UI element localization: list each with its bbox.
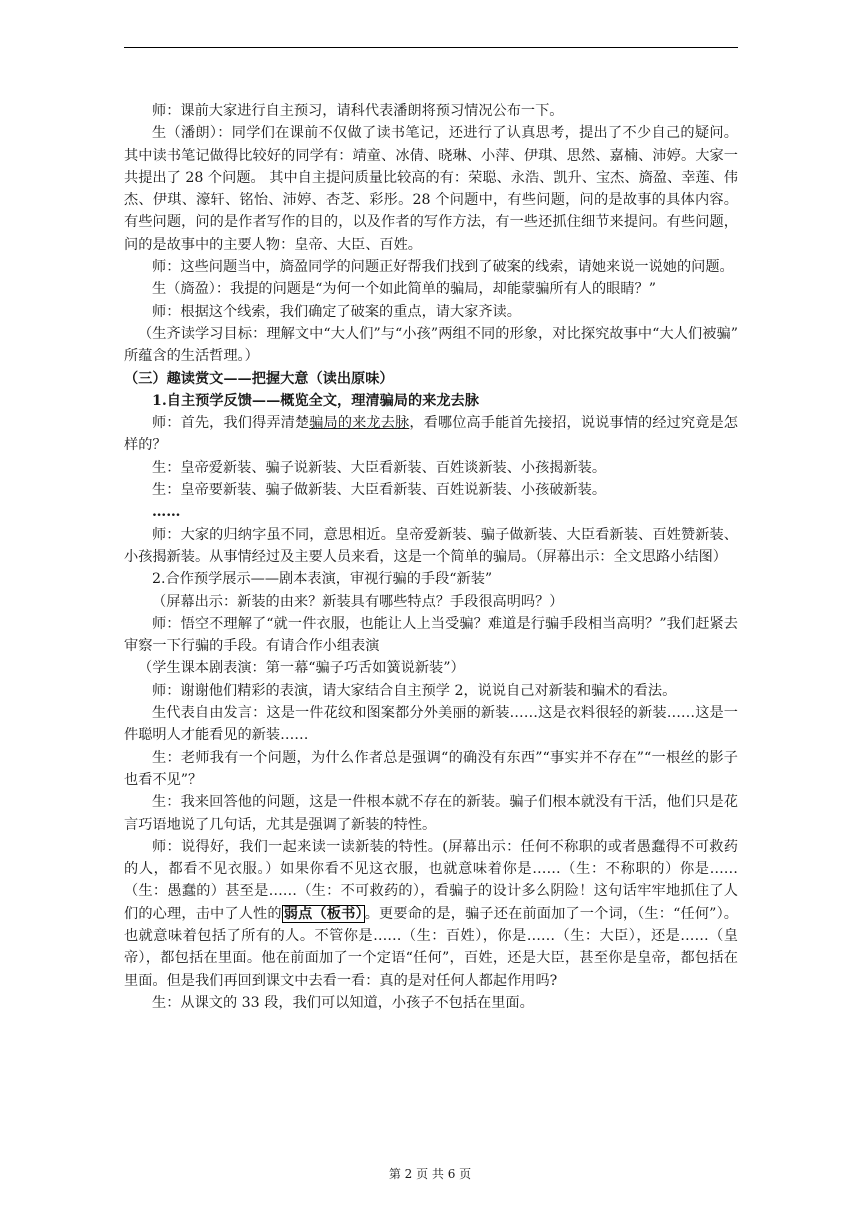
subsection-heading: 1.自主预学反馈——概览全文，理清骗局的来龙去脉 [152,392,479,409]
section-heading: （三）趣读赏文——把握大意（读出原味） [124,370,394,387]
paragraph-text: 。更要命的是，骗子还在前面加了一个词，（生：“任何”）。也就意味着包括了所有的人。不管你是……（生：百姓），你是……（生：大臣），还是……（皇帝），都包括在里面。他在前面加了一个定语“任何”，百姓，还是大臣，甚至你是皇帝，都包括在里面。但是我们再回到课文中去看一看：真的是对任何人都起作用吗? [124,905,738,989]
paragraph-text: 师：说得好，我们一起来读一读新装的特性。(屏幕出示：任何不称职的或者愚蠢得不可救药的人，都看不见衣服。）如果你看不见这衣服，也就意味着你是……（生：不称职的）你是……（生：愚蠢的）甚至是……（生：不可救药的），看骗子的设计多么阴险！这句话牢牢地抓住了人们的心理，击中了人性的 [124,838,738,922]
paragraph [124,412,738,457]
paragraph: （屏幕出示：新装的由来？新装具有哪些特点？手段很高明吗？） [152,593,564,610]
underlined-text: 骗局的来龙去脉 [309,415,410,432]
paragraph: 师：谢谢他们精彩的表演，请大家结合自主预学 2，说说自己对新装和骗术的看法。 [152,682,677,699]
paragraph: 生（旖盈）：我提的问题是“为何一个如此简单的骗局，却能蒙骗所有人的眼睛？” [152,281,656,298]
paragraph: 师：课前大家进行自主预习，请科代表潘朗将预习情况公布一下。 [152,103,564,119]
paragraph-text: 师：首先，我们得弄清楚 [152,415,310,432]
paragraph: 生：老师我有一个问题，为什么作者总是强调“的确没有东西”“事实并不存在”“一根丝的影子也看不见”？ [124,749,738,788]
paragraph: 生：我来回答他的问题，这是一件根本就不存在的新装。骗子们根本就没有干活，他们只是花言巧语地说了几句话，尤其是强调了新装的特性。 [124,794,738,833]
subsection-heading: 2.合作预学展示——剧本表演，审视行骗的手段“新装” [152,571,493,588]
paragraph: 生：从课文的 33 段，我们可以知道，小孩子不包括在里面。 [152,994,534,1011]
paragraph-text: ，看哪位高手能首先接招，说说事情的经过究竟是怎样的？ [124,415,738,454]
paragraph: 师：大家的归纳字虽不同，意思相近。皇帝爱新装、骗子做新装、大臣看新装、百姓赞新装、小孩揭新装。从事情经过及主要人员来看，这是一个简单的骗局。（屏幕出示：全文思路小结图） [124,526,738,565]
paragraph: （生齐读学习目标：理解文中“大人们”与“小孩”两组不同的形象，对比探究故事中“大人们被骗” 所蕴含的生活哲理。） [124,325,738,365]
boxed-blackboard-note: 弱点（板书） [283,905,363,922]
header-rule [124,47,738,48]
document-body [124,100,738,1014]
paragraph: 生代表自由发言：这是一件花纹和图案都分外美丽的新装……这是衣料很轻的新装……这是一件聪明人才能看见的新装…… [124,705,738,744]
paragraph: 师：悟空不理解了“就一件衣服，也能让人上当受骗？难道是行骗手段相当高明？”我们赶紧去审察一下行骗的手段。有请合作小组表演 [124,615,738,655]
ellipsis: …… [152,504,181,521]
paragraph: 生：皇帝要新装、骗子做新装、大臣看新装、百姓说新装、小孩破新装。 [152,482,607,499]
paragraph [124,836,738,992]
paragraph: 生：皇帝爱新装、骗子说新装、大臣看新装、百姓谈新装、小孩揭新装。 [152,459,607,476]
page-footer: 第 2 页 共 6 页 [388,1167,472,1181]
paragraph: 师：这些问题当中，旖盈同学的问题正好帮我们找到了破案的线索，请她来说一说她的问题。 [152,259,734,276]
paragraph: 生（潘朗）：同学们在课前不仅做了读书笔记，还进行了认真思考，提出了不少自己的疑问。其中读书笔记做得比较好的同学有：靖童、冰倩、晓琳、小萍、伊琪、思然、嘉楠、沛婷。大家一共提出了 28 个问题。 其中自主提问质量比较高的有：荣聪、永浩、凯升、宝杰、旖盈、幸莲、伟杰、伊琪、濠轩、铭怡、沛婷、杏芝、彩彤。28 个问题中，有些问题，问的是故事的具体内容。有些问题，问的是作者写作的目的，以及作者的写作方法，有一些还抓住细节来提问。有些问题，问的是故事中的主要人物：皇帝、大臣、百姓。 [124,125,738,253]
paragraph: 师：根据这个线索，我们确定了破案的重点，请大家齐读。 [152,303,521,320]
paragraph: （学生课本剧表演：第一幕“骗子巧舌如簧说新装”） [138,660,465,677]
